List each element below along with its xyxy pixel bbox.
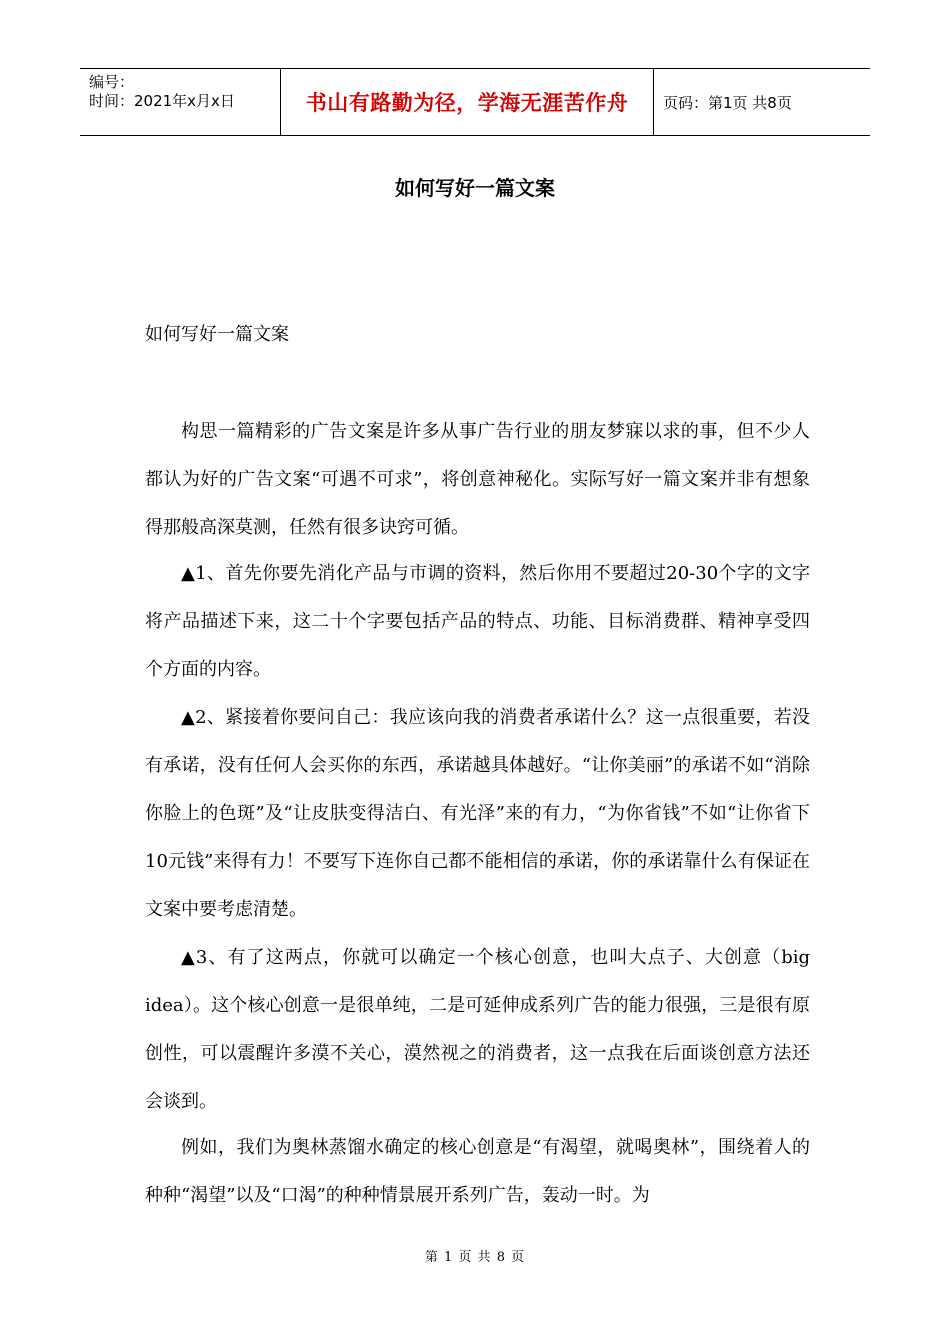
- document-number-label: 编号：: [89, 73, 135, 91]
- page-footer: 第 1 页 共 8 页: [424, 1250, 526, 1265]
- header-table: [80, 68, 870, 136]
- paragraph-intro: 构思一篇精彩的广告文案是许多从事广告行业的朋友梦寐以求的事，但不少人都认为好的广告文案“可遇不可求”，将创意神秘化。实际写好一篇文案并非有想象得那般高深莫测，任然有很多诀窍可循。: [145, 421, 810, 538]
- document-subtitle: 如何写好一篇文案: [145, 324, 289, 345]
- document-title: 如何写好一篇文案: [395, 176, 555, 200]
- paragraph-point-2: ▲2、紧接着你要问自己：我应该向我的消费者承诺什么？这一点很重要，若没有承诺，没有任何人会买你的东西，承诺越具体越好。“让你美丽”的承诺不如“消除你脸上的色斑”及“让皮肤变得洁白、有光泽”来的有力，“为你省钱”不如“让你省下10元钱”来得有力！不要写下连你自己都不能相信的承诺，你的承诺靠什么有保证在文案中要考虑清楚。: [145, 707, 810, 920]
- header-page-cell: [654, 69, 870, 135]
- header-page-info: 页码：第1页 共8页: [663, 93, 792, 112]
- header-motto: 书山有路勤为径，学海无涯苦作舟: [305, 91, 629, 115]
- document-date-label: 时间：2021年x月x日: [89, 92, 235, 110]
- paragraph-point-1: ▲1、首先你要先消化产品与市调的资料，然后你用不要超过20-30个字的文字将产品描述下来，这二十个字要包括产品的特点、功能、目标消费群、精神享受四个方面的内容。: [145, 563, 810, 680]
- paragraph-point-3: ▲3、有了这两点，你就可以确定一个核心创意，也叫大点子、大创意（big idea）。这个核心创意一是很单纯，二是可延伸成系列广告的能力很强，三是很有原创性，可以震醒许多漠不关心，漠然视之的消费者，这一点我在后面谈创意方法还会谈到。: [145, 947, 810, 1112]
- header-meta-cell: [80, 69, 281, 135]
- header-motto-cell: [281, 69, 654, 135]
- paragraph-example: 例如，我们为奥林蒸馏水确定的核心创意是“有渴望，就喝奥林”，围绕着人的种种“渴望”以及“口渴”的种种情景展开系列广告，轰动一时。为: [145, 1137, 810, 1206]
